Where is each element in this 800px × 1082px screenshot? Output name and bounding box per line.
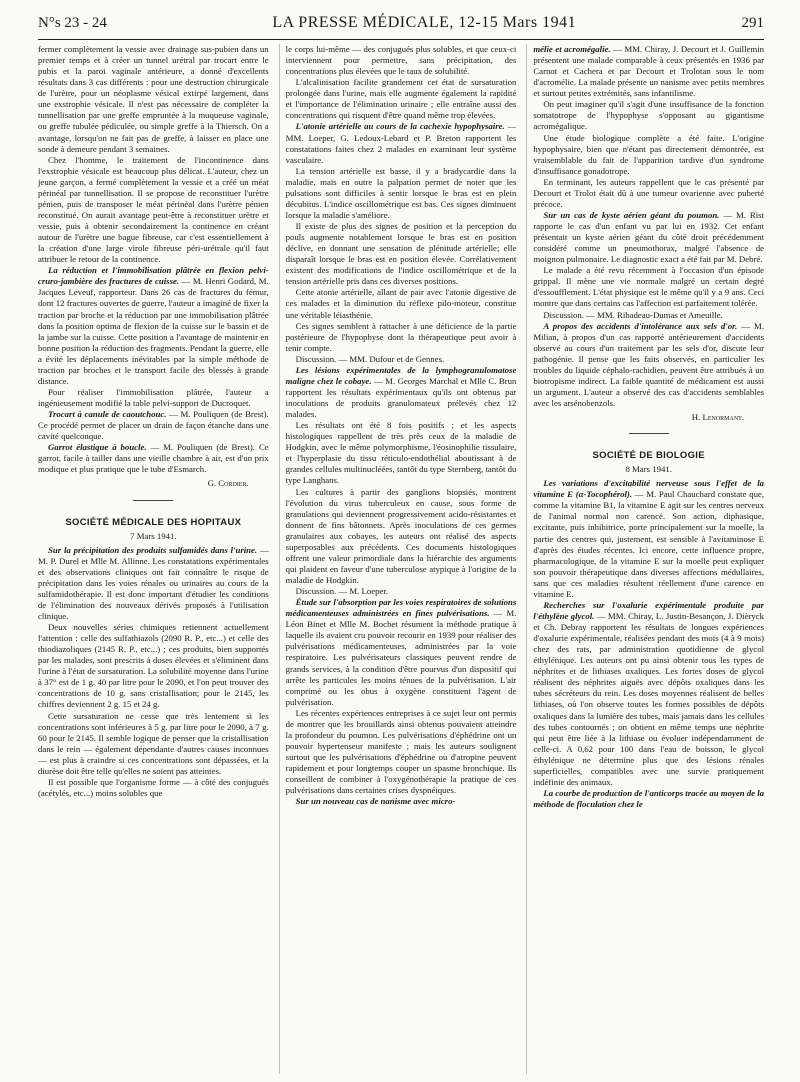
paragraph: — M. Milian, à propos d'un cas rapporté antérieurement d'accidents observé au cours d'un traitement par les sels d'or, discute leur pathogénie. Il pense que les faits observés, en particulier les troubles du liquide céphalo-rachidien, peuvent être attribués à un biotropisme indirect. La faible quantité de médicament est aussi un argument. L'auteur a observé des cas d'accidents semblables avec les arsénobenzols. [533, 320, 765, 408]
communication-title: L'atonie artérielle au cours de la cachexie hypophysaire. [295, 121, 505, 132]
society-heading: SOCIÉTÉ DE BIOLOGIE [592, 450, 705, 462]
discussion-line: Discussion. — MM. Ribadeau-Dumas et Ameuille. [543, 309, 723, 320]
paragraph: Il existe de plus des signes de position et la perception du pouls augmente notablement lorsque le bras est en position déclive, en donnant une sensation de plénitude artérielle; elle disparaît lorsque le bras est en position élevée. Corrélativement existent des modifications de l'indice oscillométrique et de la tension artérielle pris dans ces diverses positions. [285, 221, 517, 287]
paragraph: Deux nouvelles séries chimiques retiennent actuellement l'attention : celle des sulfathiazols (2090 R. P., etc...) et celle des thiodiazoliques (2145 R. P., etc...) ; ces produits, bien supportés par les malades, sont prescrits à doses élevées et s'éliminent dans l'urine à l'état de sursaturation. La solubilité moyenne dans l'urine à 37° est de 1 g. 40 par litre pour le 2090, et l'on peut trouver des concentrations de 10 g. sans cristallisation; pour le 2145, les chiffres deviennent 2 g. 15 et 24 g. [38, 622, 269, 710]
paragraph: Ces signes semblent à rattacher à une déficience de la partie postérieure de l'hypophyse dont la thérapeutique peut avoir à tenir compte. [285, 320, 517, 353]
paragraph: — MM. Chiray, L. Justin-Besançon, J. Dièryck et Ch. Debray rapportent les résultats de longues expériences d'oxalurie expérimentale, réalisées pendant des mois (4 à 9 mois) chez des rats, par administration quotidienne de glycol éthylénique. Les auteurs ont pu ainsi obtenir tous les types de néphrites et de lithiases oxaliques. Les fortes doses de glycol réalisent des néphrites aiguës avec dépôts oxaliques dans les tubes sécréteurs du rein. Les doses moyennes réalisent de belles lithiases, où l'on observe toutes les formes possibles de dépôts oxaliques dans la lumière des tubes, mais jamais dans les cellules des tubes contournés ; on obtient en même temps une néphrite qui peut être liée à la lithiase ou évoluer indépendamment de celle-ci. A 0,62 pour 100 dans l'eau de boisson, le glycol éthylénique ne détermine plus que des lésions rénales superficielles, compatibles avec une survie pratiquement indéfinie des animaux. [533, 610, 765, 787]
communication-title: Sur un nouveau cas de nanisme avec micro- [295, 796, 456, 807]
communication-title: Sur la précipitation des produits sulfamidés dans l'urine. [48, 544, 258, 555]
issue-number: N°s 23 - 24 [38, 15, 107, 31]
paragraph: Une étude biologique complète a été faite. L'origine hypophysaire, bien que n'étant pas directement démontrée, est vraisemblable du fait de l'apparition tardive d'un syndrome d'insuffisance gonadotrope. [533, 132, 765, 176]
communication-title: Étude sur l'absorption par les voies respiratoires de solutions médicamenteuses administrées en fines pulvérisations. [285, 597, 517, 619]
paragraph: Chez l'homme, le traitement de l'incontinence dans l'exstrophie vésicale est beaucoup plus délicat. L'auteur, chez un jeune garçon, a fermé complètement la vessie et a créé un méat périnéal par tunnellisation. Il se propose de reconstituer l'urètre pénien, puis de transposer le méat périnéal dans l'urètre pénien reconstitué. On aurait avantage peut-être à reconstituer urètre et vessie, puis à obtenir secondairement la continence en créant autour de l'urètre une bague fibreuse, car c'est essentiellement à la création d'une large virole fibreuse péri-urétrale qu'il faut attribuer le retour de la continence. [38, 154, 269, 265]
communication-title: mélie et acromégalie. [533, 44, 611, 54]
paragraph: — M. Léon Binet et Mlle M. Bochet résument la méthode pratique à laquelle ils avaient cru pouvoir recourir en 1939 pour réaliser des pulvérisations médicamenteuses, administrées par la voie respiratoire. Les pulvérisateurs classiques peuvent rendre de grands services, à la condition d'être pourvus d'un dispositif qui arrête les particules les moins ténues de la pulvérisation. L'air comprimé ou les obus à oxygène constituent l'agent de pulvérisation. [285, 608, 517, 707]
paragraph: Cette sursaturation ne cesse que très lentement si les concentrations sont inférieures à 5 g. par litre pour le 2090, à 7 g. 60 pour le 2145. Il semble logique de penser que la cristallisation dans le rein — également dépendante d'autres causes inconnues — est plus à craindre si ces concentrations sont dépassées, et la diurèse doit être telle qu'elles ne soient pas atteintes. [38, 710, 269, 776]
paragraph: — M. Pouliquen (de Brest). Ce procédé permet de placer un drain de façon étanche dans une cavité quelconque. [38, 409, 269, 442]
paragraph: — M. P. Durel et Mlle M. Allinne. Les constatations expérimentales et des observations cliniques ont fait connaître le risque de précipitation dans les voies rénales ou urinaires au cours de la sulfamidothérapie. Il est donc important d'étudier les conditions de l'élimination des nouveaux dérivés proposés à l'utilisation clinique. [38, 544, 269, 621]
column-2 [279, 44, 517, 1074]
communication-title: La réduction et l'immobilisation plâtrée en flexion pelvi-cruro-jambière des fractures de cuisse. [38, 265, 269, 287]
paragraph: — M. Paul Chauchard constate que, comme la vitamine B1, la vitamine E agit sur les centres nerveux de l'animal normal non carencé. Son action, diphasique, excitante, puis inhibitrice, porte principalement sur la moelle, la partie des centres qui, justement, est sensible à l'avitaminose E d'après des études récentes. Ici encore, cette influence propre, pharmacologique, de la vitamine E sur la moelle peut expliquer son pouvoir thérapeutique dans diverses affections médullaires, sans que ces maladies résultent réellement d'une carence en vitamine E. [533, 489, 765, 599]
session-date: 7 Mars 1941. [130, 530, 177, 541]
paragraph: Cette atonie artérielle, allant de pair avec l'atonie digestive de ces malades et la diminution du réflexe pilo-moteur, constitue une véritable léiasthénie. [285, 287, 517, 320]
page-number: 291 [741, 15, 764, 31]
paragraph: Les résultats ont été 8 fois positifs ; et les aspects histologiques rappellent de très près ceux de la maladie de Hodgkin, avec le même polymorphisme, l'éosinophilie tissulaire, et l'hyperplasie du tissu réticulo-endothélial aboutissant à de grandes cellules multinucléées, tantôt du type Sternberg, tantôt du type Langhans. [285, 420, 517, 486]
paragraph: Les cultures à partir des ganglions biopsiés, montrent l'évolution du virus tuberculeux en cause, sous forme de granulations qui deviennent progressivement acido-résistantes et donnent de fins bâtonnets. Après inoculations de ces germes granulaires aux cobayes, les auteurs ont réalisé des aspects superposables aux précédents. Ces documents histologiques offrent une valeur primordiale dans la hiérarchie des arguments qui plaident en faveur d'une tuberculose atypique à l'origine de la maladie de Hodgkin. [285, 486, 517, 585]
journal-title: LA PRESSE MÉDICALE, 12-15 Mars 1941 [272, 14, 577, 31]
paragraph: fermer complètement la vessie avec drainage sus-pubien dans un premier temps et à créer un tunnel urétral par trocart entre le pubis et la paroi vaginale antérieure, a donné d'excellents résultats dans 3 cas différents : pour une destruction chirurgicale de l'urètre, pour un néoplasme vésical extirpé largement, dans une exstrophie vésicale. Il n'est pas nécessaire de compléter la tunnellisation par une greffe empruntée à la muqueuse vaginale, ou greffe tubulée pédiculée, ou simple greffe à la Thiersch. On a avantage, lorsqu'on ne fait pas de greffe, à laisser en place une sonde à demeure pendant 3 semaines. [38, 44, 269, 154]
communication-title: Trocart à canule de caoutchouc. [48, 409, 167, 420]
communication-title: Sur un cas de kyste aérien géant du poumon. [543, 209, 720, 220]
paragraph: Les récentes expériences entreprises à ce sujet leur ont permis de montrer que les brouillards ainsi obtenus pouvaient atteindre la profondeur du poumon. Les pulvérisations d'éphédrine ont un pouvoir hypertenseur manifeste ; mais les auteurs soulignent surtout que les pulvérisations d'éphédrine ou d'atropine peuvent rapidement et pour longtemps couper un spasme bronchique. Ils conseillent de combiner à l'oxygénothérapie la pratique de ces pulvérisations dans certaines crises dyspnéiques. [285, 707, 517, 796]
paragraph: La tension artérielle est basse, il y a bradycardie dans la maladie, mais en outre la palpation permet de noter que les pulsations sont difficiles à sentir lorsque le bras est en plein décubitus. L'indice oscillométrique est bas. Ces signes diminuent lorsque la maladie s'améliore. [285, 165, 517, 220]
paragraph: Le malade a été revu récemment à l'occasion d'un épisode grippal. Il mène une vie normale malgré un certain degré d'essoufflement. L'état physique est le même qu'il y a 9 ans. Ceci montre que dans certains cas l'affection est parfaitement tolérée. [533, 265, 765, 309]
author-signature: H. Lenormant. [691, 412, 745, 423]
society-heading: SOCIÉTÉ MÉDICALE DES HOPITAUX [65, 516, 242, 528]
communication-title: A propos des accidents d'intolérance aux sels d'or. [543, 320, 738, 331]
divider [133, 500, 173, 501]
paragraph: Il est possible que l'organisme forme — à côté des conjugués (acétylés, etc...) moins solubles que [38, 776, 269, 798]
divider [629, 433, 669, 434]
paragraph: — MM. Chiray, J. Decourt et J. Guillemin présentent une malade comparable à ceux présentés en 1936 par Carnot et Cachera et par Decourt et Trolotan sous le nom d'acromélie. La malade présente un nanisme avec petits membres et surtout petites extrémités, sans infantilisme. [533, 44, 765, 99]
communication-title: Recherches sur l'oxalurie expérimentale produite par l'éthylène glycol. [533, 599, 765, 621]
communication-title: Les lésions expérimentales de la lymphogranulomatose maligne chez le cobaye. [285, 364, 517, 386]
communication-title: Garrot élastique à boucle. [48, 442, 147, 453]
column-3 [526, 44, 764, 1074]
communication-title: Les variations d'excitabilité nerveuse sous l'effet de la vitamine E (α-Tocophérol). [533, 478, 765, 500]
paragraph: — M. Georges Marchal et Mlle C. Brun rapportent les résultats expérimentaux qu'ils ont obtenus par inoculations de produits granulomateux prélevés chez 12 malades. [285, 375, 517, 420]
paragraph: — MM. Loeper, G. Ledoux-Lebard et P. Breton rapportent les constatations faites chez 2 malades en examinant leur système vasculaire. [285, 121, 517, 165]
discussion-line: Discussion. — MM. Dufour et de Gennes. [295, 353, 445, 364]
paragraph: En terminant, les auteurs rappellent que le cas présenté par Decourt et Trolot était dû à une tumeur ovarienne avec puberté précoce. [533, 176, 765, 209]
page-header [38, 14, 764, 40]
session-date: 8 Mars 1941. [625, 464, 672, 475]
column-1 [38, 44, 269, 1074]
paragraph: le corps lui-même — des conjugués plus solubles, et que ceux-ci interviennent pour permettre, sans précipitation, des concentrations plus élevées que le taux de solubilité. [285, 44, 517, 77]
paragraph: — M. Henri Godard, M. Jacques Leveuf, rapporteur. Dans 26 cas de fractures du fémur, dont 12 fractures ouvertes de guerre, l'auteur a imaginé de fixer la traction par broche et la réduction par une immobilisation plâtrée dans la position optima de flexion de la cuisse sur le bassin et de la jambe sur la cuisse. Cette position a l'avantage de maintenir en bonne position la réduction des fragments. Pendant la guerre, elle a évité les déplacements inévitables par la simple méthode de traction par broches et le transport facile des blessés à grande distance. [38, 276, 269, 386]
communication-title: La courbe de production de l'anticorps tracée au moyen de la méthode de floculation chez le [533, 787, 765, 810]
paragraph: On peut imaginer qu'il s'agit d'une insuffisance de la fonction somatotrope de l'hypophyse s'opposant au gigantisme acromégalique. [533, 99, 765, 132]
paragraph: L'alcalinisation facilite grandement cet état de sursaturation prolongée dans l'urine, mais elle augmente également la rapidité et l'importance de l'élimination urinaire ; elle entraîne aussi des concentrations qui risquent d'être quand même trop élevées. [285, 77, 517, 121]
paragraph: — M. Pouliquen (de Brest). Ce garrot, facile à tailler dans une vieille chambre à air, est d'un prix modique et plus pratique que le tube d'Esmarch. [38, 442, 269, 475]
article-columns [38, 44, 764, 1074]
paragraph: Pour réaliser l'immobilisation plâtrée, l'auteur a ingénieusement modifié la table pelvi-support de Ducroquet. [38, 386, 269, 408]
discussion-line: Discussion. — M. Loeper. [295, 586, 389, 597]
author-signature: G. Cordier. [207, 478, 249, 489]
paragraph: — M. Rist rapporte le cas d'un enfant vu par lui en 1932. Cet enfant présentait un kyste aérien géant du côté droit précédemment considéré comme un pneumothorax, malgré l'absence de moignon pulmonaire. Le diagnostic exact a été fait par M. Debré. [533, 209, 765, 265]
